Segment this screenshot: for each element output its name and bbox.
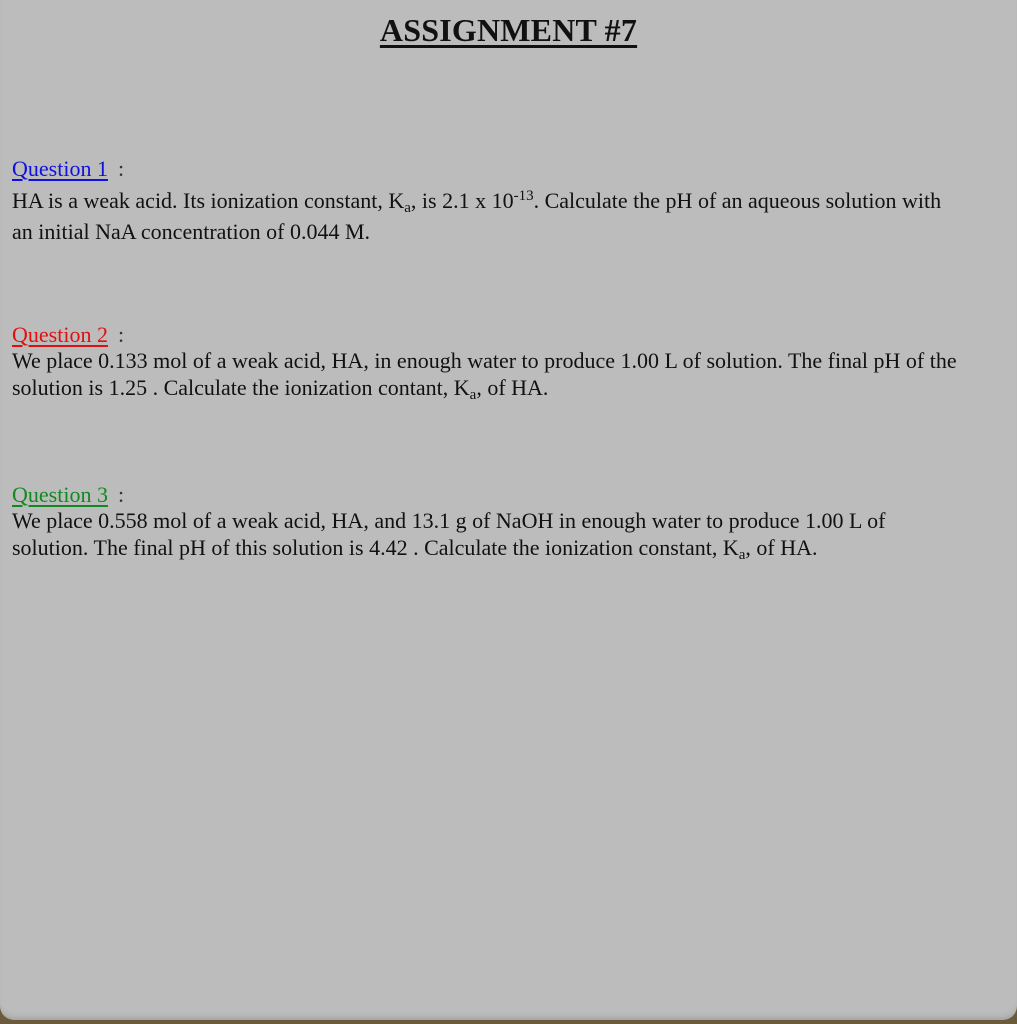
page-title: ASSIGNMENT #7 bbox=[379, 12, 638, 48]
question-3-link[interactable]: Question 3 bbox=[12, 482, 108, 507]
question-1-line-1: HA is a weak acid. Its ionization constant, $K_a$, is 2.1 x $10^{-13}$. Calculate the pH of an aqueous solution with bbox=[12, 188, 942, 216]
question-2-colon: : bbox=[117, 322, 125, 347]
question-1-text bbox=[12, 185, 1012, 247]
question-2-header bbox=[12, 322, 124, 348]
question-3-line-2: solution. The final pH of this solution is 4.42 . Calculate the ionization constant, $K_a$, of HA. bbox=[12, 535, 818, 563]
question-3-line-1: We place 0.558 mol of a weak acid, HA, and 13.1 g of NaOH in enough water to produce 1.00 L of bbox=[12, 508, 886, 533]
question-1-line-2: an initial NaA concentration of 0.044 M. bbox=[12, 219, 371, 244]
question-3-text bbox=[12, 507, 1012, 561]
question-1-colon: : bbox=[117, 156, 125, 181]
question-2-line-2: solution is 1.25 . Calculate the ionization contant, $K_a$, of HA. bbox=[12, 375, 549, 403]
question-3-header bbox=[12, 482, 124, 508]
question-2-link[interactable]: Question 2 bbox=[12, 322, 108, 347]
question-1-header bbox=[12, 156, 124, 182]
question-3-colon: : bbox=[117, 482, 125, 507]
question-2-text bbox=[12, 347, 1012, 401]
question-1-link[interactable]: Question 1 bbox=[12, 156, 108, 181]
question-2-line-1: We place 0.133 mol of a weak acid, HA, in enough water to produce 1.00 L of solution. The final pH of the bbox=[12, 348, 957, 373]
